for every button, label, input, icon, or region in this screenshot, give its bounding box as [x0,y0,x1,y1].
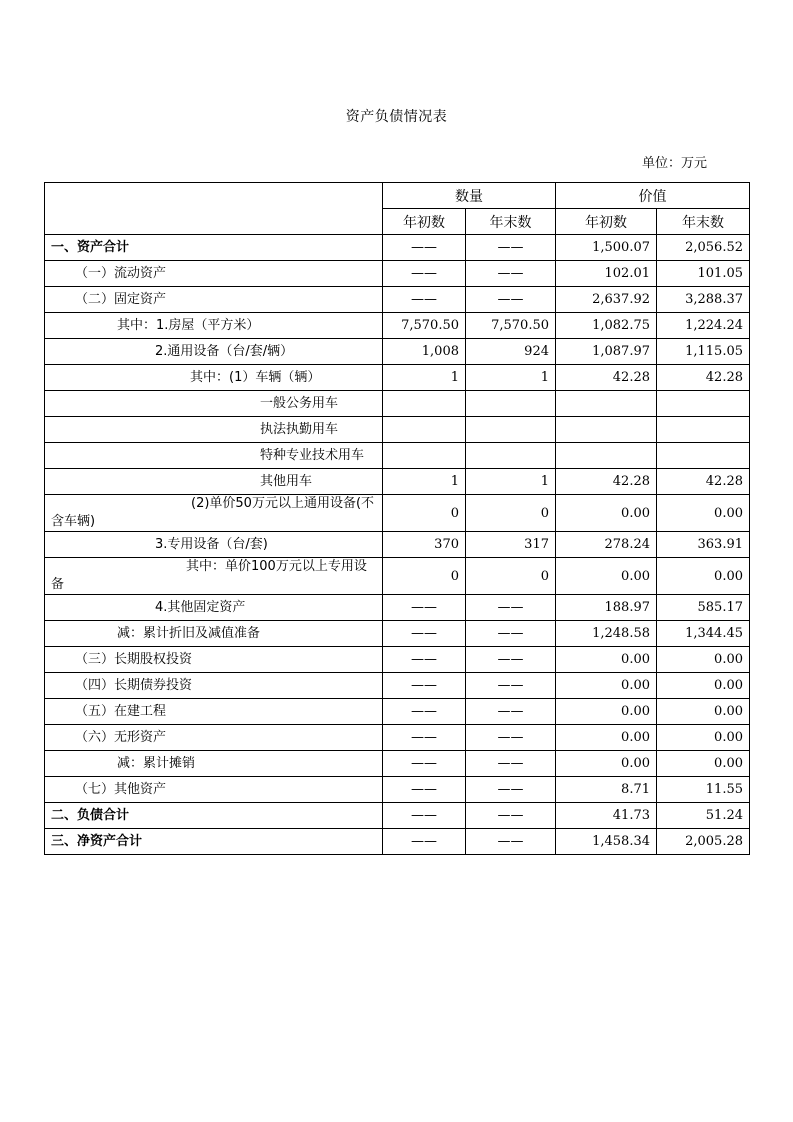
table-row [45,391,750,417]
cell-value-begin: 41.73 [556,803,657,829]
row-label: （二）固定资产 [45,287,383,313]
cell-quantity-end: —— [466,235,556,261]
cell-quantity-begin: 0 [383,495,466,532]
cell-quantity-end: —— [466,725,556,751]
row-label: （一）流动资产 [45,261,383,287]
cell-quantity-end: 317 [466,532,556,558]
row-label: 一、资产合计 [45,235,383,261]
row-label: 其中：(1）车辆（辆） [45,365,383,391]
cell-value-begin: 1,087.97 [556,339,657,365]
cell-value-end: 42.28 [657,469,750,495]
cell-quantity-begin: 0 [383,558,466,595]
cell-quantity-end [466,443,556,469]
cell-quantity-end: 7,570.50 [466,313,556,339]
cell-quantity-begin: —— [383,829,466,855]
cell-quantity-end: 1 [466,469,556,495]
table-row [45,699,750,725]
table-row [45,803,750,829]
cell-quantity-end: 1 [466,365,556,391]
row-label: （四）长期债券投资 [45,673,383,699]
cell-quantity-end: —— [466,829,556,855]
cell-value-begin: 2,637.92 [556,287,657,313]
header-value: 价值 [556,183,750,209]
table-row [45,339,750,365]
cell-quantity-begin: —— [383,235,466,261]
table-row [45,595,750,621]
cell-quantity-end: 924 [466,339,556,365]
cell-value-end: 0.00 [657,558,750,595]
cell-quantity-end: —— [466,261,556,287]
cell-value-begin [556,391,657,417]
balance-table [44,182,750,855]
cell-quantity-begin: 1 [383,469,466,495]
table-row [45,469,750,495]
row-label: 二、负债合计 [45,803,383,829]
row-label: 3.专用设备（台/套) [45,532,383,558]
cell-value-end: 0.00 [657,725,750,751]
cell-quantity-end: 0 [466,495,556,532]
cell-quantity-begin: —— [383,287,466,313]
cell-value-end: 0.00 [657,751,750,777]
cell-value-begin: 1,248.58 [556,621,657,647]
cell-value-begin: 1,500.07 [556,235,657,261]
cell-value-end: 0.00 [657,495,750,532]
cell-value-begin [556,443,657,469]
header-quantity: 数量 [383,183,556,209]
cell-value-end: 1,224.24 [657,313,750,339]
cell-value-begin: 0.00 [556,647,657,673]
row-label: （七）其他资产 [45,777,383,803]
cell-value-end: 2,005.28 [657,829,750,855]
cell-quantity-begin: —— [383,673,466,699]
table-row [45,829,750,855]
cell-value-end [657,443,750,469]
cell-quantity-end [466,417,556,443]
cell-quantity-begin: —— [383,803,466,829]
cell-quantity-begin [383,443,466,469]
table-row [45,751,750,777]
cell-quantity-end [466,391,556,417]
cell-quantity-begin: 1 [383,365,466,391]
cell-value-begin: 42.28 [556,365,657,391]
cell-quantity-begin: 1,008 [383,339,466,365]
cell-value-end: 585.17 [657,595,750,621]
row-label: 4.其他固定资产 [45,595,383,621]
row-label: 减：累计摊销 [45,751,383,777]
table-row [45,558,750,595]
cell-value-begin: 42.28 [556,469,657,495]
cell-value-end [657,391,750,417]
table-row [45,725,750,751]
row-label: （六）无形资产 [45,725,383,751]
cell-value-end [657,417,750,443]
row-label: （三）长期股权投资 [45,647,383,673]
header-value-begin: 年初数 [556,209,657,235]
table-row [45,365,750,391]
cell-quantity-begin: —— [383,699,466,725]
cell-quantity-begin: 370 [383,532,466,558]
header-value-end: 年末数 [657,209,750,235]
table-row [45,647,750,673]
cell-value-end: 2,056.52 [657,235,750,261]
page-title: 资产负债情况表 [345,109,448,125]
row-label: 2.通用设备（台/套/辆） [45,339,383,365]
cell-value-end: 0.00 [657,673,750,699]
cell-value-begin: 8.71 [556,777,657,803]
cell-value-end: 0.00 [657,699,750,725]
cell-value-begin: 0.00 [556,725,657,751]
cell-quantity-end: —— [466,647,556,673]
cell-value-end: 11.55 [657,777,750,803]
row-label: 特种专业技术用车 [45,443,383,469]
cell-value-begin [556,417,657,443]
cell-quantity-begin: —— [383,777,466,803]
row-label: 其他用车 [45,469,383,495]
cell-value-begin: 1,458.34 [556,829,657,855]
cell-quantity-begin: —— [383,647,466,673]
table-row [45,673,750,699]
table-row [45,621,750,647]
table-row [45,313,750,339]
row-label: 一般公务用车 [45,391,383,417]
cell-value-end: 51.24 [657,803,750,829]
cell-quantity-end: —— [466,673,556,699]
row-label: 其中：1.房屋（平方米） [45,313,383,339]
cell-value-end: 363.91 [657,532,750,558]
cell-value-end: 101.05 [657,261,750,287]
cell-quantity-end: —— [466,699,556,725]
table-row [45,443,750,469]
cell-value-begin: 278.24 [556,532,657,558]
table-row [45,261,750,287]
cell-value-begin: 0.00 [556,495,657,532]
row-label: 执法执勤用车 [45,417,383,443]
cell-quantity-begin: —— [383,621,466,647]
header-quantity-begin: 年初数 [383,209,466,235]
cell-quantity-end: 0 [466,558,556,595]
cell-quantity-end: —— [466,751,556,777]
cell-value-begin: 0.00 [556,673,657,699]
row-label: 减：累计折旧及减值准备 [45,621,383,647]
cell-value-begin: 102.01 [556,261,657,287]
table-row [45,287,750,313]
row-label: 三、净资产合计 [45,829,383,855]
cell-value-end: 42.28 [657,365,750,391]
table-row [45,417,750,443]
cell-value-begin: 0.00 [556,751,657,777]
cell-quantity-begin: —— [383,595,466,621]
row-label: (2)单价50万元以上通用设备(不含车辆) [45,495,383,532]
cell-value-end: 0.00 [657,647,750,673]
cell-quantity-end: —— [466,777,556,803]
cell-quantity-begin [383,417,466,443]
cell-value-end: 1,344.45 [657,621,750,647]
cell-quantity-end: —— [466,803,556,829]
header-blank [45,183,383,235]
cell-value-begin: 0.00 [556,558,657,595]
cell-quantity-end: —— [466,287,556,313]
cell-quantity-begin: —— [383,261,466,287]
cell-quantity-begin: —— [383,725,466,751]
row-label: 其中：单价100万元以上专用设备 [45,558,383,595]
cell-quantity-end: —— [466,621,556,647]
cell-quantity-end: —— [466,595,556,621]
cell-quantity-begin: —— [383,751,466,777]
cell-value-begin: 188.97 [556,595,657,621]
cell-value-begin: 0.00 [556,699,657,725]
table-row [45,777,750,803]
header-quantity-end: 年末数 [466,209,556,235]
cell-value-begin: 1,082.75 [556,313,657,339]
cell-value-end: 1,115.05 [657,339,750,365]
cell-value-end: 3,288.37 [657,287,750,313]
table-row [45,495,750,532]
row-label: （五）在建工程 [45,699,383,725]
table-row [45,532,750,558]
table-row [45,235,750,261]
unit-label: 单位：万元 [641,156,707,171]
cell-quantity-begin [383,391,466,417]
cell-quantity-begin: 7,570.50 [383,313,466,339]
